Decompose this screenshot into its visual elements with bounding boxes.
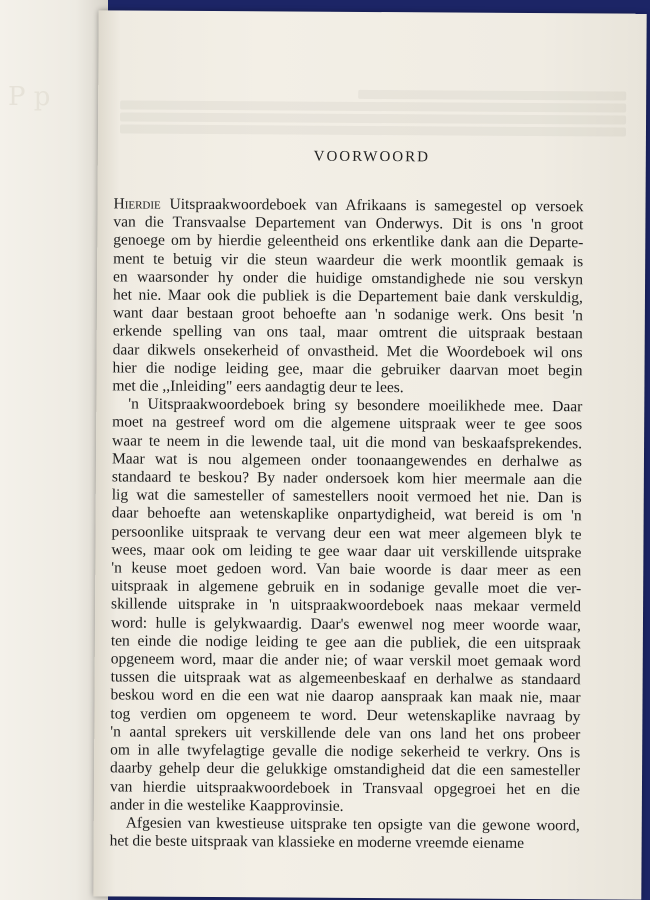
text-line-content: lig wat die samesteller of samestellers nooit vermoed het nie. Dan is [111, 486, 582, 507]
text-line-content: wees, maar ook om leiding te gee waar daar uit verskillende uitsprake [111, 541, 582, 562]
text-line-content: met die ,,Inleiding" eers aandagtig deur te lees. [112, 377, 404, 397]
text-line-content: opgeneem word, maar die ander nie; of waar verskil moet gemaak word [110, 650, 581, 671]
text-line-content: 'n keuse moet gedoen word. Van baie woorde is daar meer as een [111, 559, 582, 580]
show-through-line [120, 112, 626, 124]
text-line-content: moet na gestreef word om die algemene uitspraak weer te gee soos [112, 413, 583, 434]
left-page [0, 0, 108, 900]
text-line-content: en waarsonder hy onder die huidige omstandighede nie sou verskyn [113, 268, 584, 289]
text-line-content: ander in die westelike Kaapprovinsie. [109, 796, 344, 815]
text-line-content: daarby gehelp deur die gelukkige omstandigheid dat die een samesteller [110, 759, 581, 780]
text-line-content: het nie. Maar ook die publiek is die Departement baie dank verskuldig, [112, 286, 584, 307]
text-line-content: van die Transvaalse Departement van Onderwys. Dit is ons 'n groot [113, 213, 584, 234]
text-line-content: Afgesien van kwestieuse uitsprake ten opsigte van die gewone woord, [125, 814, 580, 835]
text-line-content: tussen die uitspraak wat as algemeenbeskaaf en derhalwe as standaard [110, 668, 581, 689]
text-line-content: ten einde die nodige leiding te gee aan die publiek, die een uitspraak [110, 632, 581, 653]
text-line-content: ment te betuig vir die steun waardeur die werk moontlik gemaak is [113, 250, 584, 270]
book-page [93, 10, 646, 899]
text-line-content: standaard te beskou? By nader ondersoek kom hier meermale aan die [111, 468, 582, 489]
text-line [110, 833, 580, 854]
text-line-content: daar behoefte aan wetenskaplike onpartydigheid, wat bereid is om 'n [111, 504, 582, 525]
text-line-content: waar te neem in die lewende taal, uit die mond van beskaafsprekendes. [112, 432, 583, 452]
text-line-content: Maar wat is nou algemeen onder toonaangewendes en derhalwe as [111, 450, 583, 471]
text-line-content: van hierdie uitspraakwoordeboek in Transvaal opgegroei het en die [109, 777, 581, 798]
text-line-content: genoege om by hierdie geleentheid ons erkentlike dank aan die Departe- [113, 231, 584, 252]
show-through-line [120, 124, 626, 136]
text-line-content: hier die nodige leiding gee, maar die gebruiker daarvan moet begin [112, 359, 583, 380]
text-line-content: beskou word en die een wat nie daarop aanspraak kan maak nie, maar [110, 686, 581, 707]
text-line-content: 'n Uitspraakwoordeboek bring sy besondere moeilikhede mee. Daar [128, 395, 583, 416]
paragraph-lead-word: Hierdie [113, 195, 161, 213]
body-text [110, 195, 584, 853]
show-through-line [358, 90, 626, 101]
text-line-content: het die beste uitspraak van klassieke en moderne vreemde eiename [109, 832, 525, 853]
text-line-content: Uitspraakwoordeboek van Afrikaans is samegestel op versoek [169, 195, 584, 216]
show-through-line [120, 100, 626, 112]
text-line-content: 'n aantal sprekers uit verskillende dele van ons land het ons probeer [110, 723, 581, 744]
text-line-content: om in alle twyfelagtige gevalle die nodige sekerheid te verkry. Ons is [110, 741, 581, 762]
left-page-ghost-text: P p [8, 82, 51, 112]
text-line-content: skillende uitsprake in 'n uitspraakwoordeboek naas mekaar vermeld [111, 595, 582, 616]
text-line-content: erkende spelling van ons taal, maar omtrent die uitspraak bestaan [112, 322, 583, 343]
text-line-content: want daar bestaan groot behoefte aan 'n sodanige werk. Ons besit 'n [112, 304, 583, 325]
text-line-content: word: hulle is gelykwaardig. Daar's ewenwel nog meer woorde waar, [110, 614, 582, 634]
page-title: VOORWOORD [313, 148, 431, 166]
text-line-content: persoonlike uitspraak te vervang deur een wat meer algemeen blyk te [111, 523, 582, 543]
text-line-content: daar dikwels onsekerheid of onvastheid. Met die Woordeboek wil ons [112, 341, 583, 361]
text-line-content: tog verdien om opgeneem te word. Deur wetenskaplike navraag by [110, 705, 581, 725]
text-line-content: uitspraak in algemene gebruik en in sodanige gevalle moet die ver- [111, 577, 582, 598]
